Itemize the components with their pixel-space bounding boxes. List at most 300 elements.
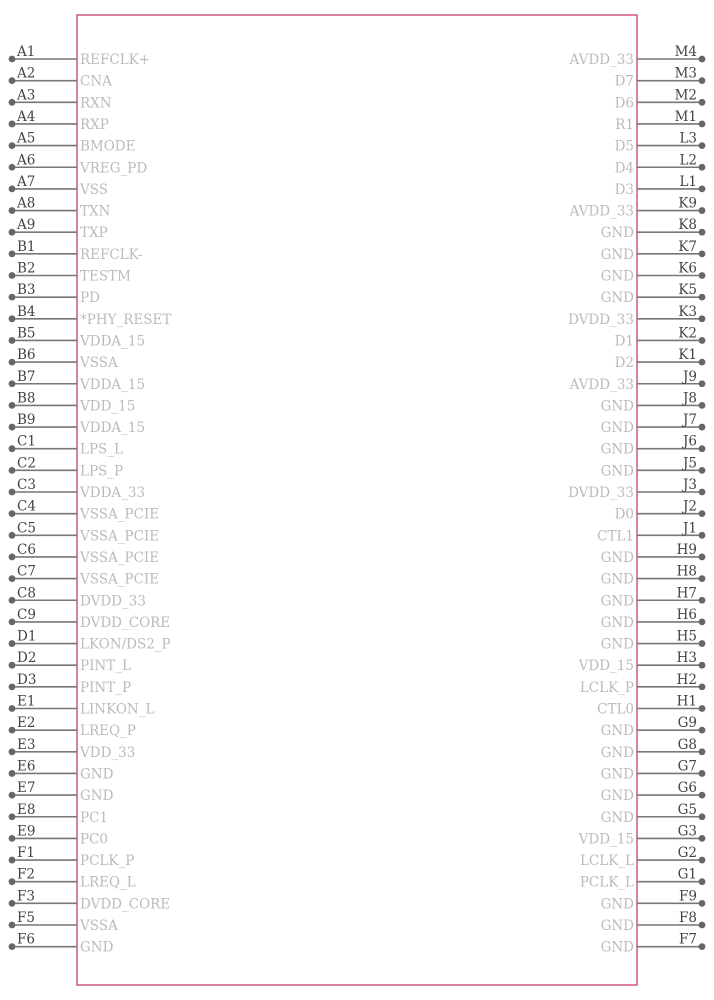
pin-name: LKON/DS2_P [80, 636, 171, 653]
pin-number: L3 [679, 130, 697, 147]
pin-name: GND [600, 636, 634, 653]
pin-endpoint-dot [699, 597, 706, 604]
pin-endpoint-dot [9, 770, 16, 777]
pin-number: H8 [676, 563, 697, 580]
pin-H3 [578, 650, 706, 674]
pin-number: G8 [677, 736, 697, 753]
pin-number: H3 [676, 650, 697, 667]
pin-B1 [9, 239, 143, 263]
pin-M3 [615, 66, 706, 90]
pin-D2 [9, 650, 131, 674]
pin-number: G3 [677, 823, 697, 840]
pin-number: F5 [17, 910, 35, 926]
pin-E8 [9, 802, 108, 826]
pin-endpoint-dot [699, 402, 706, 409]
pin-B6 [9, 347, 118, 371]
pin-number: G7 [677, 758, 697, 775]
pin-name: *PHY_RESET [80, 311, 172, 328]
pin-endpoint-dot [9, 922, 16, 929]
pin-number: F6 [17, 931, 35, 948]
pin-J7 [601, 412, 706, 436]
pin-E6 [9, 758, 114, 782]
pin-endpoint-dot [9, 662, 16, 669]
pin-endpoint-dot [699, 121, 706, 128]
pin-endpoint-dot [699, 294, 706, 301]
pin-A1 [9, 44, 150, 68]
pin-K2 [615, 325, 706, 349]
pin-number: M4 [674, 44, 697, 60]
pin-name: CNA [80, 73, 112, 90]
pin-endpoint-dot [9, 250, 16, 257]
pin-K1 [615, 347, 706, 371]
pin-name: GND [600, 809, 634, 826]
pin-endpoint-dot [699, 575, 706, 582]
pin-name: RXN [80, 95, 112, 112]
pin-number: G9 [677, 715, 697, 732]
pin-number: C4 [17, 498, 36, 515]
pin-L2 [615, 152, 706, 176]
pin-name: D5 [614, 138, 634, 155]
pin-name: DVDD_CORE [80, 896, 171, 913]
pin-name: PINT_P [80, 679, 132, 696]
pin-number: F3 [17, 888, 35, 905]
pin-number: H7 [676, 585, 697, 602]
pin-name: LINKON_L [80, 701, 155, 718]
pin-E7 [9, 780, 114, 804]
pin-A4 [9, 109, 109, 133]
pin-G5 [601, 802, 706, 826]
pin-name: VDDA_15 [80, 333, 146, 350]
pin-endpoint-dot [699, 662, 706, 669]
pin-endpoint-dot [699, 359, 706, 366]
pin-endpoint-dot [9, 77, 16, 84]
pin-name: PINT_L [80, 658, 131, 675]
pin-name: GND [600, 723, 634, 740]
pin-F6 [9, 932, 114, 956]
pin-name: GND [600, 614, 634, 631]
pin-F5 [9, 910, 118, 934]
pin-L1 [615, 174, 706, 198]
pin-number: K9 [678, 195, 697, 212]
pin-number: A8 [17, 195, 36, 212]
pin-endpoint-dot [699, 164, 706, 171]
pin-name: D0 [614, 506, 634, 523]
pin-name: VSS [80, 181, 109, 198]
pin-F8 [601, 910, 706, 934]
pin-name: VDDA_15 [80, 376, 146, 393]
pin-endpoint-dot [9, 597, 16, 604]
pin-endpoint-dot [9, 727, 16, 734]
pin-name: GND [80, 939, 114, 956]
pin-number: J6 [682, 433, 697, 450]
pin-number: A7 [17, 173, 36, 190]
pin-name: CTL1 [597, 528, 634, 545]
pin-name: GND [80, 766, 114, 783]
pin-endpoint-dot [9, 380, 16, 387]
pin-endpoint-dot [9, 835, 16, 842]
pin-name: DVDD_33 [568, 311, 634, 328]
pin-number: C5 [17, 520, 36, 537]
pin-name: GND [600, 766, 634, 783]
pin-name: R1 [615, 116, 634, 133]
pin-number: M2 [674, 87, 697, 104]
pin-G2 [580, 845, 705, 869]
pin-F1 [9, 845, 135, 869]
pin-J8 [601, 390, 706, 414]
pin-number: J8 [682, 390, 697, 407]
pin-endpoint-dot [9, 510, 16, 517]
pin-endpoint-dot [9, 640, 16, 647]
pin-number: G6 [677, 780, 697, 797]
pin-C5 [9, 520, 160, 544]
pin-number: K5 [678, 282, 697, 299]
pin-endpoint-dot [699, 77, 706, 84]
pin-H8 [601, 564, 706, 588]
pin-name: GND [600, 918, 634, 934]
pin-number: A4 [17, 108, 36, 125]
pin-number: G5 [677, 801, 697, 818]
pin-endpoint-dot [699, 142, 706, 149]
pin-endpoint-dot [9, 705, 16, 712]
pin-name: VSSA_PCIE [80, 506, 160, 523]
pin-number: A1 [17, 44, 36, 60]
pin-endpoint-dot [699, 489, 706, 496]
pin-number: K6 [678, 260, 697, 277]
pin-number: L1 [679, 173, 697, 190]
pin-number: F1 [17, 845, 35, 862]
pin-G9 [601, 715, 706, 739]
pin-number: A5 [17, 130, 36, 147]
pin-name: PC1 [80, 809, 109, 826]
pin-E1 [9, 694, 155, 718]
pin-number: C7 [17, 563, 36, 580]
pin-F2 [9, 867, 136, 891]
pin-A6 [9, 152, 148, 176]
pin-A5 [9, 131, 136, 155]
pin-endpoint-dot [9, 121, 16, 128]
pin-number: B9 [17, 412, 36, 429]
pin-endpoint-dot [9, 813, 16, 820]
pin-G6 [601, 780, 706, 804]
pin-name: TXP [80, 225, 108, 242]
pin-E2 [9, 715, 136, 739]
pin-number: C6 [17, 541, 36, 558]
pin-name: GND [600, 593, 634, 610]
pin-name: PD [80, 290, 100, 307]
pin-name: GND [600, 571, 634, 588]
pin-name: PCLK_P [80, 853, 135, 870]
pin-number: H2 [676, 671, 697, 688]
pin-name: VSSA [80, 355, 118, 372]
pin-endpoint-dot [9, 186, 16, 193]
pin-A3 [9, 87, 112, 111]
pin-J6 [601, 434, 706, 458]
pin-name: GND [600, 246, 634, 263]
pin-name: D6 [614, 95, 634, 112]
pin-number: E8 [17, 801, 36, 818]
pin-number: J2 [682, 498, 697, 515]
pin-endpoint-dot [9, 619, 16, 626]
pin-F7 [601, 932, 706, 956]
pin-number: G2 [677, 845, 697, 862]
pin-number: E2 [17, 715, 36, 732]
pin-name: DVDD_CORE [80, 614, 171, 631]
pin-B2 [9, 261, 132, 285]
pin-name: VDD_15 [578, 831, 634, 848]
pin-name: GND [600, 290, 634, 307]
pin-number: F8 [679, 910, 697, 926]
pin-endpoint-dot [9, 294, 16, 301]
pin-number: B8 [17, 390, 36, 407]
pin-endpoint-dot [9, 792, 16, 799]
pin-endpoint-dot [9, 229, 16, 236]
pin-number: C8 [17, 585, 36, 602]
pin-name: GND [600, 788, 634, 805]
pin-J1 [597, 520, 705, 544]
pin-K5 [601, 282, 706, 306]
pin-number: E3 [17, 736, 36, 753]
pin-name: VSSA_PCIE [80, 571, 160, 588]
pin-endpoint-dot [699, 943, 706, 950]
pin-endpoint-dot [699, 424, 706, 431]
pin-M1 [615, 109, 705, 133]
pin-endpoint-dot [699, 900, 706, 907]
pin-name: VREG_PD [80, 160, 148, 177]
pin-endpoint-dot [9, 943, 16, 950]
pin-L3 [615, 131, 706, 155]
pin-number: K1 [678, 347, 697, 364]
pin-endpoint-dot [9, 575, 16, 582]
pin-G8 [601, 737, 706, 761]
pin-name: TXN [80, 203, 111, 220]
pin-D1 [9, 629, 171, 653]
pin-name: REFCLK+ [80, 52, 151, 68]
pin-name: D2 [614, 355, 634, 372]
pin-A7 [9, 174, 108, 198]
pin-name: VSSA_PCIE [80, 528, 160, 545]
pin-endpoint-dot [9, 748, 16, 755]
pin-number: H9 [676, 541, 697, 558]
pin-name: PCLK_L [579, 874, 634, 891]
pin-name: GND [80, 788, 114, 805]
pin-endpoint-dot [699, 229, 706, 236]
pin-number: F7 [679, 931, 697, 948]
pin-endpoint-dot [9, 857, 16, 864]
pin-name: GND [600, 463, 634, 480]
pin-name: GND [600, 398, 634, 415]
pin-endpoint-dot [699, 835, 706, 842]
pin-endpoint-dot [699, 792, 706, 799]
pin-E9 [9, 823, 108, 847]
pin-number: K7 [678, 238, 697, 255]
pin-name: GND [600, 225, 634, 242]
pin-endpoint-dot [9, 467, 16, 474]
pin-H6 [601, 607, 706, 631]
pin-number: M1 [674, 108, 697, 125]
pin-number: C2 [17, 455, 36, 472]
pin-C6 [9, 542, 160, 566]
pin-endpoint-dot [699, 748, 706, 755]
pin-B8 [9, 390, 136, 414]
pin-number: A3 [17, 87, 36, 104]
pin-name: GND [600, 420, 634, 437]
pin-K8 [601, 217, 706, 241]
pin-number: B2 [17, 260, 36, 277]
pin-number: F2 [17, 866, 35, 883]
pin-A8 [9, 196, 111, 220]
pin-name: GND [600, 939, 634, 956]
pin-endpoint-dot [699, 532, 706, 539]
pin-endpoint-dot [699, 250, 706, 257]
pin-endpoint-dot [699, 813, 706, 820]
pin-number: D2 [17, 650, 37, 667]
pin-name: D1 [614, 333, 634, 350]
pin-number: H1 [676, 693, 697, 710]
pin-name: DVDD_33 [80, 593, 146, 610]
pin-number: J3 [682, 477, 697, 493]
pin-endpoint-dot [9, 683, 16, 690]
pin-name: GND [600, 744, 634, 761]
pin-endpoint-dot [699, 878, 706, 885]
pin-H5 [601, 629, 706, 653]
pin-endpoint-dot [699, 315, 706, 322]
pin-number: C1 [17, 433, 36, 450]
pin-number: A2 [17, 65, 36, 82]
pin-J2 [615, 499, 706, 523]
pin-name: RXP [80, 116, 109, 133]
pin-name: D7 [614, 73, 634, 90]
pin-endpoint-dot [9, 207, 16, 214]
pin-name: LREQ_L [80, 874, 136, 891]
pin-name: AVDD_33 [569, 52, 634, 68]
pin-number: C9 [17, 606, 36, 623]
pin-name: BMODE [80, 138, 136, 155]
pin-endpoint-dot [9, 359, 16, 366]
pin-name: REFCLK- [80, 246, 143, 263]
pin-number: A6 [17, 152, 36, 169]
pin-name: VDD_33 [80, 744, 136, 761]
pin-E3 [9, 737, 136, 761]
pin-endpoint-dot [699, 380, 706, 387]
pin-number: K8 [678, 217, 697, 234]
pin-endpoint-dot [9, 56, 16, 63]
pin-endpoint-dot [699, 337, 706, 344]
pin-endpoint-dot [9, 445, 16, 452]
pin-number: E1 [17, 693, 36, 710]
pin-name: GND [600, 268, 634, 285]
pin-name: D3 [614, 181, 634, 198]
pin-endpoint-dot [9, 337, 16, 344]
pin-J5 [601, 455, 706, 479]
pin-endpoint-dot [699, 857, 706, 864]
pin-C9 [9, 607, 171, 631]
pin-endpoint-dot [9, 402, 16, 409]
pin-number: D3 [17, 671, 37, 688]
pin-number: B5 [17, 325, 36, 342]
pin-endpoint-dot [9, 424, 16, 431]
pin-number: E6 [17, 758, 36, 775]
pin-name: LPS_P [80, 463, 124, 480]
pin-name: CTL0 [597, 701, 634, 718]
pin-number: J1 [682, 520, 697, 537]
pin-number: B1 [17, 238, 36, 255]
pin-G3 [578, 823, 706, 847]
pin-endpoint-dot [699, 619, 706, 626]
pin-name: TESTM [80, 268, 131, 285]
pin-number: G1 [677, 866, 697, 883]
pin-B4 [9, 304, 172, 328]
pin-endpoint-dot [9, 554, 16, 561]
pin-name: PC0 [80, 831, 109, 848]
pin-endpoint-dot [9, 164, 16, 171]
pin-endpoint-dot [9, 878, 16, 885]
pin-H2 [580, 672, 706, 696]
pin-name: VDDA_15 [80, 420, 146, 437]
pin-name: LCLK_L [579, 853, 634, 870]
pin-endpoint-dot [699, 207, 706, 214]
pin-name: LCLK_P [579, 679, 634, 696]
pin-number: H6 [676, 606, 697, 623]
pin-endpoint-dot [699, 922, 706, 929]
pin-name: GND [600, 549, 634, 566]
pin-K6 [601, 261, 706, 285]
pin-endpoint-dot [699, 727, 706, 734]
pin-number: B3 [17, 282, 36, 299]
pin-C2 [9, 455, 124, 479]
pin-endpoint-dot [9, 272, 16, 279]
pin-name: VSSA [80, 918, 118, 934]
pin-number: E7 [17, 780, 36, 797]
pin-endpoint-dot [699, 640, 706, 647]
pin-H1 [597, 694, 705, 718]
pin-endpoint-dot [699, 554, 706, 561]
ic-body-outline [77, 15, 637, 985]
pin-endpoint-dot [9, 99, 16, 106]
left-pin-column [9, 44, 172, 956]
pin-number: B6 [17, 347, 36, 364]
pin-endpoint-dot [699, 445, 706, 452]
pin-C1 [9, 434, 123, 458]
pin-number: J9 [682, 368, 697, 385]
pin-endpoint-dot [699, 186, 706, 193]
pin-name: GND [600, 441, 634, 458]
pin-endpoint-dot [9, 489, 16, 496]
pin-number: B4 [17, 303, 36, 320]
pin-name: GND [600, 896, 634, 913]
pin-number: M3 [674, 65, 697, 82]
pin-endpoint-dot [699, 272, 706, 279]
pin-endpoint-dot [9, 142, 16, 149]
pin-name: D4 [614, 160, 634, 177]
pin-endpoint-dot [699, 467, 706, 474]
pin-number: D1 [17, 628, 37, 645]
pin-endpoint-dot [9, 315, 16, 322]
pin-name: DVDD_33 [568, 485, 634, 501]
pin-name: VSSA_PCIE [80, 549, 160, 566]
pin-number: K3 [678, 303, 697, 320]
pin-endpoint-dot [699, 510, 706, 517]
pin-name: LPS_L [80, 441, 124, 458]
pin-number: B7 [17, 368, 36, 385]
pin-endpoint-dot [9, 532, 16, 539]
pin-name: VDD_15 [80, 398, 136, 415]
pin-B3 [9, 282, 100, 306]
pin-F3 [9, 888, 171, 912]
pin-number: F9 [679, 888, 697, 905]
pin-H7 [601, 585, 706, 609]
pin-F9 [601, 888, 706, 912]
pin-name: AVDD_33 [569, 376, 634, 393]
